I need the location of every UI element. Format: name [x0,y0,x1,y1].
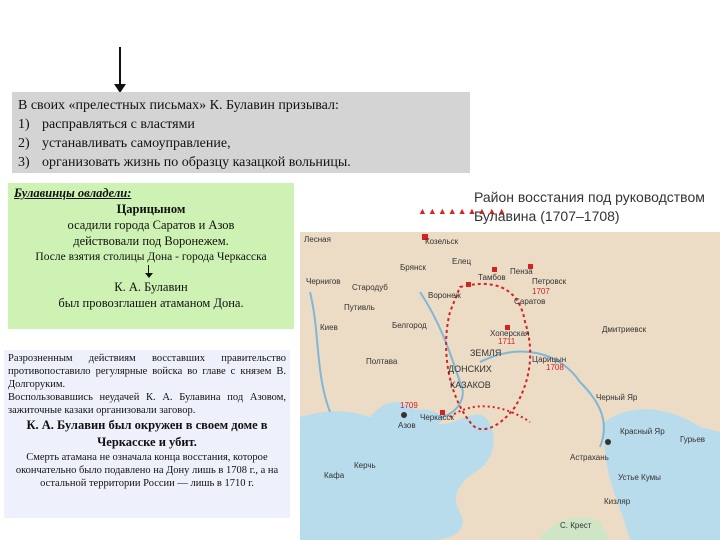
demands-intro: В своих «прелестных письмах» К. Булавин призывал: [18,98,339,113]
captured-line: был провозглашен атаманом Дона. [58,296,244,310]
map-label: Керчь [354,461,376,470]
map-label: Пенза [510,267,533,276]
map-label: Белгород [392,321,427,330]
captured-title: Булавинцы овладели: [14,186,132,200]
city-marker [466,282,471,287]
map-label: Дмитриевск [602,325,647,334]
map-label: ДОНСКИХ [448,364,492,374]
map-label: 1711 [498,337,516,346]
map-legend [418,188,718,230]
legend-line: Булавина (1707–1708) [474,208,620,224]
city-marker [492,267,497,272]
demand-item: 3) организовать жизнь по образцу казацкой вольницы. [18,155,351,170]
map-label: Хоперская [490,329,530,338]
map-label: Киев [320,323,338,332]
demand-item: 1) расправляться с властями [18,117,195,132]
map-label: Астрахань [570,453,609,462]
map-label: Гурьев [680,435,706,444]
captured-line: К. А. Булавин [114,280,188,294]
suppression-para: Смерть атамана не означала конца восстания, которое окончательно было подавлено на Дону лишь в 1708 г., а на остальной территории России — лишь в 1710 г. [15,452,279,489]
map-label: Черкасск [420,413,454,422]
city-marker [605,439,611,445]
map-label: Черный Яр [596,393,638,402]
suppression-para: Воспользовавшись неудачей К. А. Булавина под Азовом, зажиточные казаки организовали заговор. [8,392,286,416]
map-label: С. Крест [560,521,592,530]
map-label: ЗЕМЛЯ [470,348,502,358]
map-label: Брянск [400,263,426,272]
map-label: Путивль [344,303,375,312]
map-label: Саратов [514,297,546,306]
map-canvas [300,232,720,540]
captured-line: Царицыном [116,202,186,216]
map-label: Петровск [532,277,567,286]
map-label: Полтава [366,357,398,366]
captured-cities-box [8,183,294,329]
map-label: Тамбов [478,273,506,282]
map-label: Кизляр [604,497,631,506]
map-label: Кафа [324,471,345,480]
captured-line: После взятия столицы Дона - города Черкасска [35,251,267,263]
suppression-box [4,350,290,518]
map-label: Красный Яр [620,427,665,436]
uprising-map [300,232,720,540]
suppression-bold: Черкасске и убит. [97,435,197,449]
down-arrow-icon [14,265,288,279]
captured-line: действовали под Воронежем. [73,234,229,248]
legend-route-symbol: ▲▲▲▲▲▲▲▲▲ [418,206,508,216]
captured-line: осадили города Саратов и Азов [67,218,235,232]
map-label: Стародуб [352,283,388,292]
suppression-para: Разрозненным действиям восставших правительство противопоставило регулярные войска во главе с князем В. Долгоруким. [8,353,286,390]
legend-line: Район восстания под руководством [474,189,705,205]
map-label: 1707 [532,287,550,296]
map-label: Царицын [532,355,567,364]
suppression-bold: К. А. Булавин был окружен в своем доме в [26,418,268,432]
map-label: Козельск [425,237,459,246]
map-label: КАЗАКОВ [450,380,491,390]
map-label: Устье Кумы [618,473,661,482]
pointer-arrow-line [119,47,121,87]
demand-item: 2) устанавливать самоуправление, [18,136,231,151]
map-label: Лесная [304,235,331,244]
map-label: 1709 [400,401,418,410]
map-label: Елец [452,257,472,266]
map-label: Воронеж [428,291,461,300]
demands-box [12,92,470,173]
map-label: 1708 [546,363,564,372]
map-label: Чернигов [306,277,341,286]
map-label: Азов [398,421,416,430]
city-marker [401,412,407,418]
